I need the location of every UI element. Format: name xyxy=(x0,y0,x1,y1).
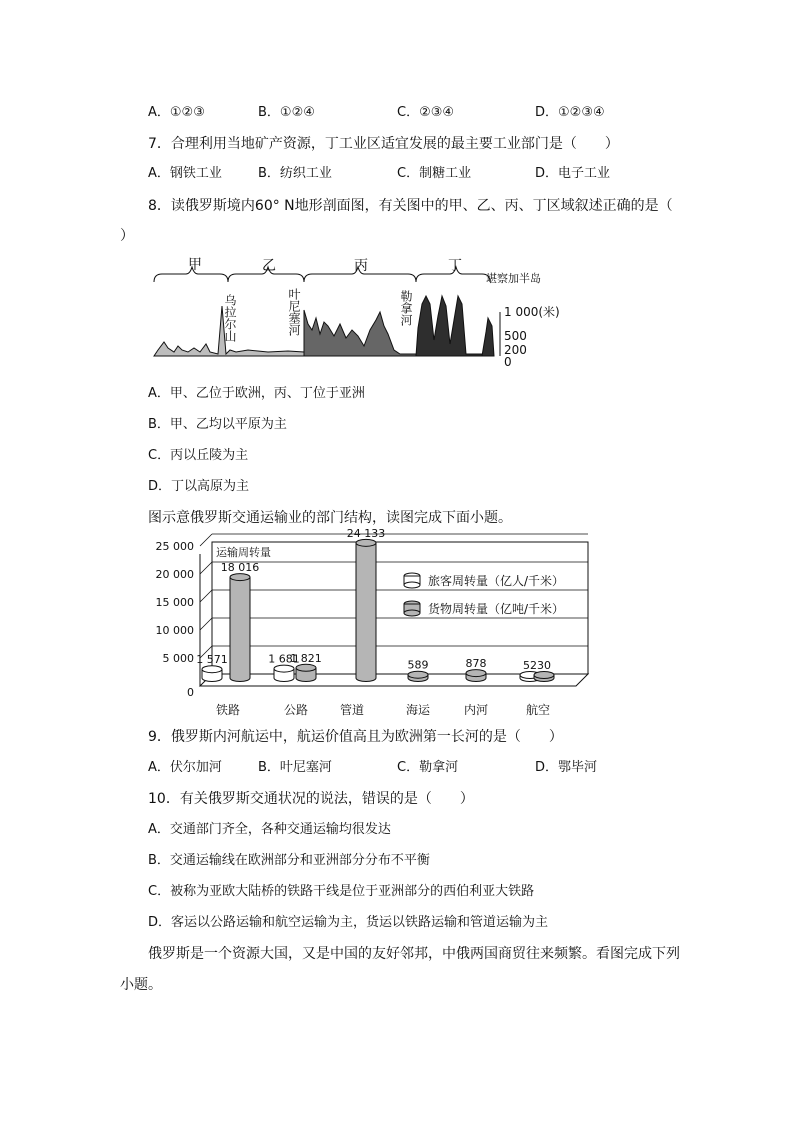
y-tick-label: 5 000 xyxy=(162,652,194,665)
q6-option-d: D．①②③④ xyxy=(535,105,605,120)
x-category-label: 内河 xyxy=(463,703,489,717)
grid-slant xyxy=(200,562,212,574)
terrain-profile-diagram xyxy=(148,254,568,370)
intro-transport: 图示意俄罗斯交通运输业的部门结构，读图完成下面小题。 xyxy=(148,510,512,526)
q7-option-a: A．钢铁工业 xyxy=(148,166,222,181)
region-bing: 丙 xyxy=(354,258,368,274)
data-label: 1 571 xyxy=(196,653,228,667)
q9-option-d: D．鄂毕河 xyxy=(535,760,598,775)
chart-title: 运输周转量 xyxy=(216,546,271,559)
q8-option-b: B．甲、乙均以平原为主 xyxy=(148,417,287,432)
bar-cargo-4 xyxy=(466,670,486,682)
intro-trade-line2: 小题。 xyxy=(120,977,162,993)
region-ding: 丁 xyxy=(448,258,462,274)
q7-option-b: B．纺织工业 xyxy=(258,166,332,181)
bar-cargo-5 xyxy=(534,672,554,682)
q8-option-d: D．丁以高原为主 xyxy=(148,479,250,494)
q10-option-d: D．客运以公路运输和航空运输为主，货运以铁路运输和管道运输为主 xyxy=(148,915,549,930)
x-category-label: 管道 xyxy=(339,703,365,717)
q10-option-c: C．被称为亚欧大陆桥的铁路干线是位于亚洲部分的西伯利亚大铁路 xyxy=(148,884,535,899)
x-category-label: 公路 xyxy=(283,703,309,717)
intro-trade-line1: 俄罗斯是一个资源大国，又是中国的友好邻邦，中俄两国商贸往来频繁。看图完成下列 xyxy=(148,946,680,962)
q8-option-a: A．甲、乙位于欧洲，丙、丁位于亚洲 xyxy=(148,386,365,401)
y-tick-label: 25 000 xyxy=(155,540,194,553)
y-tick-label: 15 000 xyxy=(155,596,194,609)
label-lena: 勒拿河 xyxy=(399,290,413,326)
q7-stem: 7．合理利用当地矿产资源，丁工业区适宜发展的最主要工业部门是（ ） xyxy=(148,136,619,152)
q6-option-c: C．②③④ xyxy=(397,105,455,120)
q9-option-a: A．伏尔加河 xyxy=(148,760,222,775)
data-label: 878 xyxy=(465,657,487,671)
q7-option-c: C．制糖工业 xyxy=(397,166,472,181)
scale-0: 0 xyxy=(504,355,512,369)
data-label: 589 xyxy=(407,658,429,672)
q8-option-c: C．丙以丘陵为主 xyxy=(148,448,249,463)
q6-option-a: A．①②③ xyxy=(148,105,205,120)
q8-stem: 8．读俄罗斯境内60° N地形剖面图，有关图中的甲、乙、丙、丁区域叙述正确的是（ xyxy=(148,198,673,214)
q10-option-a: A．交通部门齐全，各种交通运输均很发达 xyxy=(148,822,391,837)
data-label: 24 133 xyxy=(346,526,386,540)
q6-option-b: B．①②④ xyxy=(258,105,315,120)
q9-option-c: C．勒拿河 xyxy=(397,760,459,775)
legend-cargo: 货物周转量（亿吨/千米） xyxy=(428,602,565,616)
label-yenisei: 叶尼塞河 xyxy=(287,288,301,336)
legend-passenger: 旅客周转量（亿人/千米） xyxy=(428,574,565,588)
y-tick-label: 0 xyxy=(187,686,194,699)
scale-1000: 1 000(米) xyxy=(504,305,560,319)
data-label: 52 xyxy=(523,659,537,672)
y-tick-label: 20 000 xyxy=(155,568,194,581)
data-label: 1 821 xyxy=(290,651,322,665)
q9-option-b: B．叶尼塞河 xyxy=(258,760,332,775)
bar-cargo-2 xyxy=(356,539,376,681)
label-ural: 乌拉尔山 xyxy=(223,294,237,342)
q9-stem: 9．俄罗斯内河航运中，航运价值高且为欧洲第一长河的是（ ） xyxy=(148,729,563,745)
q7-option-d: D．电子工业 xyxy=(535,166,611,181)
data-label: 30 xyxy=(537,659,551,672)
region-yi: 乙 xyxy=(262,258,276,274)
grid-slant xyxy=(200,590,212,602)
y-tick-label: 10 000 xyxy=(155,624,194,637)
bar-cargo-1 xyxy=(296,664,316,681)
scale-200: 200 xyxy=(504,343,527,357)
bar-passenger-0 xyxy=(202,666,222,682)
data-label: 18 016 xyxy=(220,561,260,575)
x-category-label: 铁路 xyxy=(215,703,241,717)
transport-bar-chart xyxy=(120,526,600,722)
bar-passenger-1 xyxy=(274,665,294,681)
profile-kamchatka xyxy=(482,318,494,356)
data-label: 1 681 xyxy=(268,652,300,666)
q10-option-b: B．交通运输线在欧洲部分和亚洲部分分布不平衡 xyxy=(148,853,430,868)
x-category-label: 海运 xyxy=(405,703,431,717)
q10-stem: 10．有关俄罗斯交通状况的说法，错误的是（ ） xyxy=(148,791,474,807)
grid-slant xyxy=(200,618,212,630)
q8-stem-end: ） xyxy=(120,228,134,244)
region-jia: 甲 xyxy=(188,257,202,273)
label-kamchatka: 堪察加半岛 xyxy=(486,272,541,285)
grid-slant xyxy=(200,534,212,546)
profile-east xyxy=(416,296,490,356)
scale-500: 500 xyxy=(504,329,527,343)
bar-cargo-0 xyxy=(230,574,250,682)
x-category-label: 航空 xyxy=(525,703,551,717)
bar-cargo-3 xyxy=(408,671,428,681)
